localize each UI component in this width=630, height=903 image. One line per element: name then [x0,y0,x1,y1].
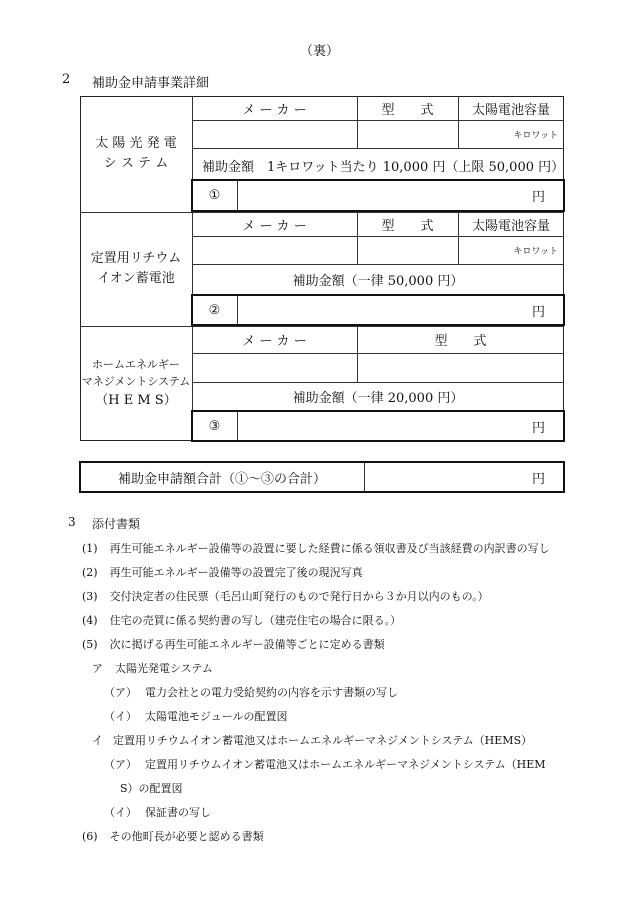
solar-category-line1: 太 陽 光 発 電 [95,135,177,151]
attachment-item [82,588,489,604]
attachment-item [104,684,398,700]
section3-title: 添付書類 [92,517,141,531]
item-mark: （ア） [104,758,137,771]
solar-subsidy-text: 補助金額 1キロワット当たり 10,000 円（上限 50,000 円） [202,160,565,175]
item-mark: (4) [82,614,98,627]
battery-model-field[interactable] [357,236,458,264]
row-divider [192,148,564,149]
solar-maker-field[interactable] [192,120,357,148]
hems-model-header: 型 式 [434,334,487,349]
total-yen: 円 [531,471,545,487]
solar-capacity-unit[interactable]: キロワット [513,130,558,141]
battery-capacity-header: 太陽電池容量 [471,218,550,234]
attachment-item [82,564,363,580]
item-text: 太陽電池モジュールの配置図 [145,710,288,723]
item-text: 再生可能エネルギー設備等の設置完了後の現況写真 [109,566,363,579]
item-mark: ア [92,662,103,675]
attachment-item [92,660,213,676]
battery-amount-number: ② [208,302,221,318]
battery-subsidy-text: 補助金額（一律 50,000 円） [292,273,464,289]
solar-category-line2: シ ス テ ム [103,156,169,171]
item-text: 交付決定者の住民票（毛呂山町発行のもので発行日から３か月以内のもの。） [109,590,489,603]
battery-amount-field[interactable] [237,295,517,325]
item-mark: (6) [82,830,98,843]
battery-category [80,212,192,326]
item-mark: （ア） [104,686,137,699]
battery-maker-header: メ ー カ ー [242,218,307,234]
item-mark: (3) [82,590,98,603]
item-text: その他町長が必要と認める書類 [109,830,264,843]
solar-model-field[interactable] [357,120,458,148]
hems-model-field[interactable] [357,353,564,382]
page-header: （裏） [300,44,340,59]
attachment-item [104,708,288,724]
hems-category [80,326,192,441]
item-text: 再生可能エネルギー設備等の設置に要した経費に係る領収書及び当該経費の内訳書の写し [109,542,550,555]
attachment-item [82,636,385,652]
solar-model-header: 型 式 [381,102,434,118]
solar-amount-yen: 円 [531,190,545,205]
item-mark: イ [92,734,103,747]
item-text: 住宅の売買に係る契約書の写し（建売住宅の場合に限る。） [109,614,402,627]
solar-amount-number: ① [208,188,221,203]
solar-maker-header: メ ー カ ー [242,102,307,118]
hems-maker-header: メ ー カ ー [242,334,307,349]
battery-model-header: 型 式 [381,218,434,234]
hems-maker-field[interactable] [192,353,357,382]
item-text: 定置用リチウムイオン蓄電池又はホームエネルギーマネジメントシステム（HEM [145,758,546,771]
section2-title: 補助金申請事業詳細 [92,76,210,91]
section2-number: 2 [62,72,71,87]
solar-category [80,96,192,212]
item-text: 保証書の写し [145,806,211,819]
attachment-item [82,612,401,628]
attachment-item [104,756,546,772]
hems-amount-number: ③ [208,418,221,434]
item-text: S）の配置図 [120,782,183,795]
battery-maker-field[interactable] [192,236,357,264]
item-text: 電力会社との電力受給契約の内容を示す書類の写し [145,686,398,699]
hems-subsidy-text: 補助金額（一律 20,000 円） [292,390,464,406]
item-text: 定置用リチウムイオン蓄電池又はホームエネルギーマネジメントシステム（HEMS） [113,734,533,747]
hems-amount-yen: 円 [531,420,545,436]
hems-category-line3: （H E M S） [95,392,177,408]
solar-capacity-header: 太陽電池容量 [471,102,550,118]
total-amount-field[interactable] [365,462,515,492]
item-mark: (1) [82,542,98,555]
item-text: 太陽光発電システム [115,662,213,675]
hems-category-line1: ホームエネルギー [92,357,180,371]
item-mark: (5) [82,638,98,651]
battery-amount-yen: 円 [531,304,545,320]
item-mark: （イ） [104,806,137,819]
solar-amount-field[interactable] [237,180,517,211]
hems-amount-field[interactable] [237,411,517,441]
total-label: 補助金申請額合計（①～③の合計） [117,471,326,487]
attachment-item [104,804,211,820]
attachment-item [82,828,264,844]
hems-category-line2: マネジメントシステム [81,375,191,389]
attachment-item [92,732,532,748]
attachment-item [82,540,550,556]
section3-number: 3 [68,515,76,529]
item-mark: （イ） [104,710,137,723]
attachment-item [120,780,183,796]
battery-category-line1: 定置用リチウム [90,250,182,266]
item-text: 次に掲げる再生可能エネルギー設備等ごとに定める書類 [109,638,385,651]
item-mark: (2) [82,566,98,579]
battery-capacity-unit[interactable]: キロワット [513,246,558,257]
battery-category-line2: イオン蓄電池 [97,271,175,286]
